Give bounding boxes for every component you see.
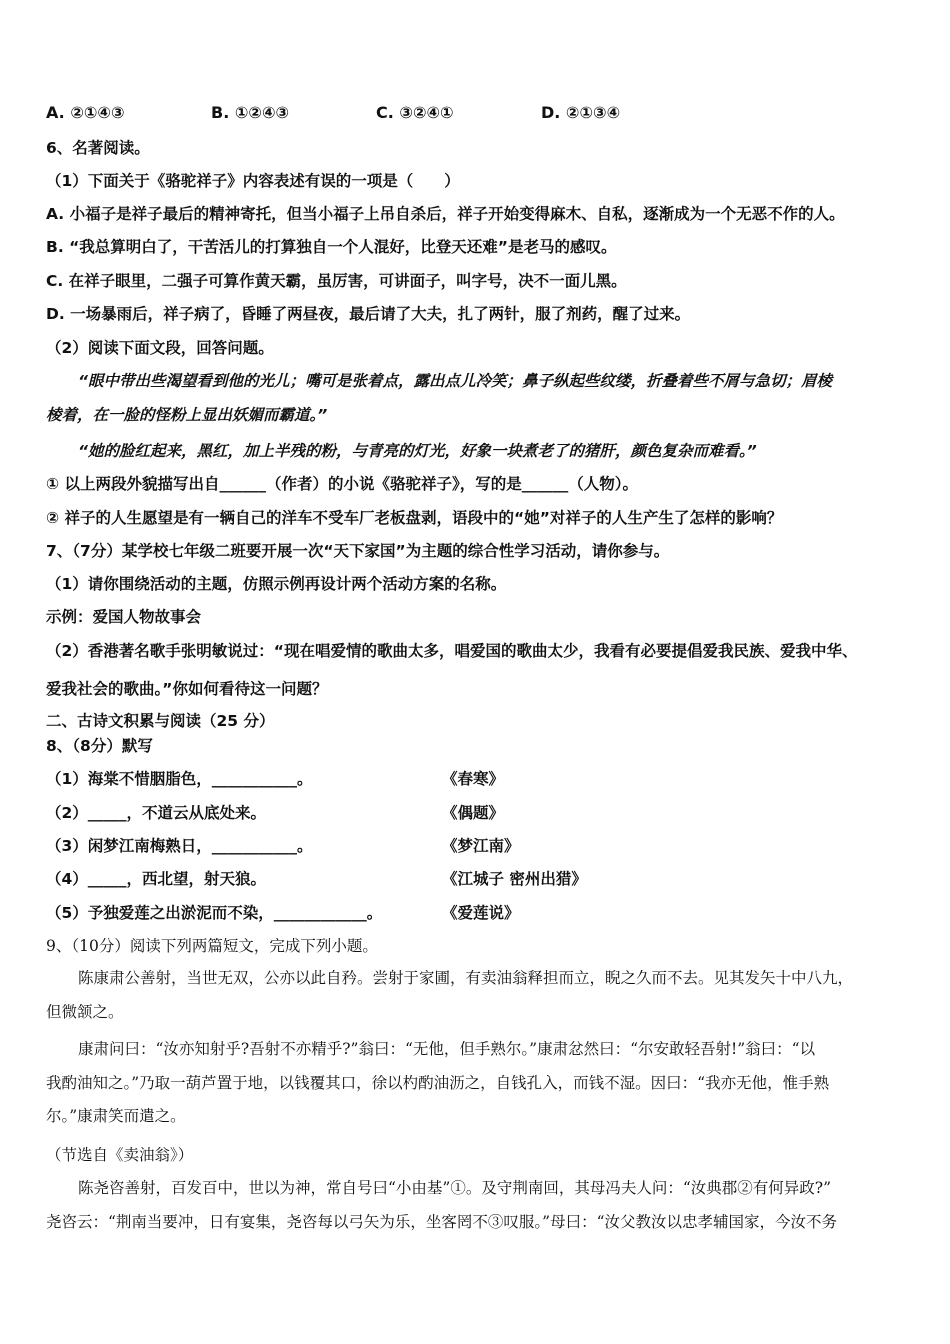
q6-sub2: ② 祥子的人生愿望是有一辆自己的洋车不受车厂老板盘剥，语段中的“她”对祥子的人生产生了怎样的影响？ [46, 509, 783, 527]
q8-item-5-source: 《爱莲说》 [442, 904, 520, 922]
choice-a: A. ②①④③ [46, 103, 125, 122]
q6-part2: （2）阅读下面文段，回答问题。 [46, 339, 274, 357]
q6-quote2: “她的脸红起来，黑红，加上半残的粉，与青亮的灯光，好象一块煮老了的猪肝，颜色复杂而难看。” [78, 442, 757, 460]
q8-item-2-source: 《偶题》 [442, 804, 505, 822]
q8-item-4: （4）_____，西北望，射天狼。 [46, 870, 267, 888]
q8-title: 8、（8分）默写 [46, 737, 153, 755]
q6-option-a: A. 小福子是祥子最后的精神寄托，但当小福子上吊自杀后，祥子开始变得麻木、自私，逐渐成为一个无恶不作的人。 [46, 205, 845, 223]
q9-title: 9、（10分）阅读下列两篇短文，完成下列小题。 [46, 937, 378, 955]
q8-item-5: （5）予独爱莲之出淤泥而不染，____________。 [46, 904, 383, 922]
q7-title: 7、（7分）某学校七年级二班要开展一次“天下家国”为主题的综合性学习活动，请你参与。 [46, 542, 670, 560]
q6-option-b: B. “我总算明白了，干苦活儿的打算独自一个人混好，比登天还难”是老马的感叹。 [46, 238, 617, 256]
q8-item-3: （3）闲梦江南梅熟日，___________。 [46, 837, 313, 855]
passage1-line2: 但微颔之。 [46, 1003, 124, 1021]
passage1-line5: 尔。”康肃笑而遣之。 [46, 1107, 186, 1125]
q6-title: 6、名著阅读。 [46, 139, 150, 157]
q6-part1: （1）下面关于《骆驼祥子》内容表述有误的一项是（ ） [46, 172, 460, 190]
q6-option-d: D. 一场暴雨后，祥子病了，昏睡了两昼夜，最后请了大夫，扎了两针，服了剂药，醒了过来。 [46, 305, 691, 323]
q7-example: 示例：爱国人物故事会 [46, 608, 202, 626]
passage2-line1: 陈尧咨善射，百发百中，世以为神，常自号曰“小由基”①。及守荆南回，其母冯夫人问：“汝典郡②有何异政?” [78, 1179, 832, 1197]
passage1-line4: 我酌油知之。”乃取一葫芦置于地，以钱覆其口，徐以杓酌油沥之，自钱孔入，而钱不湿。因曰：“我亦无他，惟手熟 [46, 1074, 830, 1092]
section-2-heading: 二、古诗文积累与阅读（25 分） [46, 712, 275, 730]
q7-part2-line1: （2）香港著名歌手张明敏说过：“现在唱爱情的歌曲太多，唱爱国的歌曲太少，我看有必要提倡爱我民族、爱我中华、 [46, 642, 858, 660]
q6-option-c: C. 在祥子眼里，二强子可算作黄天霸，虽厉害，可讲面子，叫字号，决不一面儿黑。 [46, 272, 627, 290]
q6-quote1-line1: “眼中带出些渴望看到他的光儿；嘴可是张着点，露出点儿冷笑；鼻子纵起些纹缕，折叠着些不屑与急切；眉棱 [78, 372, 832, 390]
passage1-source: （节选自《卖油翁》） [46, 1146, 194, 1164]
q7-part2-line2: 爱我社会的歌曲。”你如何看待这一问题？ [46, 680, 328, 698]
q6-quote1-line2: 棱着，在一脸的怪粉上显出妖媚而霸道。” [46, 406, 328, 424]
q8-item-3-source: 《梦江南》 [442, 837, 520, 855]
q8-item-1-source: 《春寒》 [442, 770, 505, 788]
choice-b: B. ①②④③ [211, 103, 290, 122]
passage2-line2: 尧咨云：“荆南当要冲，日有宴集，尧咨每以弓矢为乐，坐客罔不③叹服。”母曰：“汝父教汝以忠孝辅国家，今汝不务 [46, 1213, 838, 1231]
choice-c: C. ③②④① [376, 103, 454, 122]
q6-sub1: ① 以上两段外貌描写出自______（作者）的小说《骆驼祥子》，写的是______（人物）。 [46, 475, 639, 493]
q7-part1: （1）请你围绕活动的主题，仿照示例再设计两个活动方案的名称。 [46, 575, 507, 593]
passage1-line1: 陈康肃公善射，当世无双，公亦以此自矜。尝射于家圃，有卖油翁释担而立，睨之久而不去。见其发矢十中八九， [78, 969, 854, 987]
q8-item-4-source: 《江城子 密州出猎》 [442, 870, 587, 888]
choice-d: D. ②①③④ [541, 103, 621, 122]
q8-item-1: （1）海棠不惜胭脂色，___________。 [46, 770, 313, 788]
passage1-line3: 康肃问曰：“汝亦知射乎?吾射不亦精乎?”翁曰：“无他，但手熟尔。”康肃忿然曰：“尔安敢轻吾射!”翁曰：“以 [78, 1040, 816, 1058]
q8-item-2: （2）_____，不道云从底处来。 [46, 804, 267, 822]
